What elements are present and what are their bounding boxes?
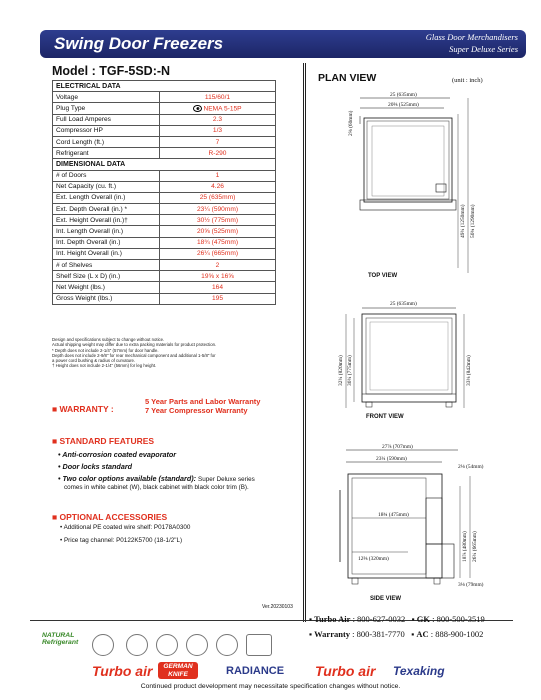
spec-row: Int. Length Overall (in.) 20⅝ (525mm) (53, 226, 276, 237)
note-line: a power cord bushing & radius of curvature. (52, 358, 136, 364)
cert-seal-icon (246, 634, 272, 656)
warranty-line1: 5 Year Parts and Labor Warranty (145, 397, 261, 406)
front-view-height1-label: 32¼ (820mm) (338, 355, 344, 386)
turbo-air-logo: Turbo air (92, 663, 153, 679)
optional-accessories-heading: OPTIONAL ACCESSORIES (59, 512, 168, 522)
header-subtitle-line1: Glass Door Merchandisers (425, 32, 518, 42)
cert-seal-icon (156, 634, 178, 656)
front-view-drawing (332, 296, 482, 416)
warranty-line2: 7 Year Compressor Warranty (145, 406, 248, 415)
spec-row: Gross Weight (lbs.) 195 (53, 293, 276, 304)
spec-row: Int. Height Overall (in.) 26¼ (665mm) (53, 248, 276, 259)
accessory-item: • Additional PE coated wire shelf: P0178A0300 (60, 524, 191, 531)
feature-item: • Two color options available (standard): Super Deluxe series (58, 474, 255, 483)
texaking-logo: Texaking (393, 664, 445, 678)
bullet-icon: ■ (52, 436, 60, 446)
natural-refrigerant-logo: NATURAL Refrigerant (42, 632, 79, 646)
cert-seal-icon (92, 634, 114, 656)
side-view-foot-label: 3⅛ (79mm) (458, 582, 484, 588)
spec-row: Ext. Length Overall (in.) 25 (635mm) (53, 192, 276, 203)
side-view-int-height-label: 18⅞ (480mm) (462, 531, 468, 562)
contact-block (309, 612, 529, 642)
spec-row: # of Doors 1 (53, 170, 276, 181)
page-title: Swing Door Freezers (54, 34, 224, 53)
side-view-drawing (330, 440, 490, 592)
spec-row: Voltage 115/60/1 (53, 92, 276, 103)
cert-seal-icon (126, 634, 148, 656)
side-view-depth2-label: 23¼ (590mm) (376, 456, 407, 462)
model-number: Model : TGF-5SD:-N (52, 64, 171, 78)
front-view-height2-label: 30¼ (775mm) (347, 355, 353, 386)
spec-row: Int. Depth Overall (in.) 18¾ (475mm) (53, 237, 276, 248)
feature-item: • Door locks standard (58, 462, 133, 471)
note-line: Depth does not include 2-9/8" for rear mechanical component and additional 1-5/8" for (52, 352, 216, 358)
electrical-heading: ELECTRICAL DATA (53, 81, 276, 92)
plan-unit: (unit : inch) (452, 77, 483, 84)
note-line: † Height does not include 2-1/4" (56mm) for leg height. (52, 363, 157, 369)
top-view-drawing (340, 88, 480, 280)
cert-seal-icon (186, 634, 208, 656)
header-subtitle-line2: Super Deluxe Series (449, 44, 518, 54)
spec-row: Full Load Amperes 2.3 (53, 114, 276, 125)
radiance-logo: RADIANCE (226, 665, 285, 677)
front-view-caption: FRONT VIEW (366, 414, 404, 420)
cert-seal-icon (216, 634, 238, 656)
plug-type-value: NEMA 5-15P (203, 105, 242, 113)
accessory-item: • Price tag channel: P0122K5700 (18-1/2"L) (60, 537, 183, 544)
spec-row: Plug Type ⚈ NEMA 5-15P (53, 103, 276, 114)
turbo-air-logo: Turbo air (315, 663, 376, 679)
top-view-depth-right2-label: 50¾ (1290mm) (470, 204, 476, 238)
spec-row: Cord Length (ft.) 7 (53, 136, 276, 147)
dimensional-heading: DIMENSIONAL DATA (53, 159, 276, 170)
front-view-width-label: 25 (635mm) (390, 301, 417, 307)
spec-row: Ext. Depth Overall (in.) * 23¼ (590mm) (53, 204, 276, 215)
top-view-depth-left-label: 2⅜ (60mm) (348, 110, 354, 136)
german-knife-logo: GERMAN KNIFE (158, 662, 198, 679)
plug-icon: ⚈ (193, 105, 202, 112)
top-view-inner-width-label: 20⅝ (525mm) (388, 102, 419, 108)
side-view-shelf-label: 12⅝ (320mm) (358, 556, 389, 562)
footer-disclaimer: Continued product development may necessitate specification changes without notice. (140, 683, 401, 690)
spec-row: Compressor HP 1/3 (53, 125, 276, 136)
bullet-icon: ■ (52, 512, 60, 522)
feature-item: • Anti-corrosion coated evaporator (58, 450, 177, 459)
side-view-depth3-label: 2⅛ (54mm) (458, 464, 484, 470)
spec-notes (52, 337, 292, 369)
top-view-width-label: 25 (635mm) (390, 92, 417, 98)
spec-row: Net Capacity (cu. ft.) 4.26 (53, 181, 276, 192)
side-view-int-depth-label: 18¾ (475mm) (378, 512, 409, 518)
side-view-int-height2-label: 26¼ (665mm) (472, 531, 478, 562)
contact-row: ▪ Warranty : 800-381-7770 ▪ AC : 888-900-1002 (309, 629, 484, 639)
note-line: * Depth does not include 2-1/4" (57mm) for door handle. (52, 347, 159, 353)
spec-row: Net Weight (lbs.) 164 (53, 282, 276, 293)
bullet-icon: ■ (52, 404, 60, 414)
top-view-caption: TOP VIEW (368, 273, 398, 279)
contact-row: ▪ Turbo Air : 800-627-0032 ▪ GK : 800-500-3519 (309, 614, 485, 624)
spec-row: Refrigerant R-290 (53, 148, 276, 159)
column-divider (303, 63, 306, 622)
spec-row: # of Shelves 2 (53, 260, 276, 271)
note-line: Design and specifications subject to change without notice. (52, 337, 165, 342)
certification-logos (42, 629, 274, 659)
top-view-depth-right1-label: 49¼ (1250mm) (460, 204, 466, 238)
page-header (40, 30, 526, 58)
plan-view-title: PLAN VIEW (318, 72, 377, 84)
spec-row: Shelf Size (L x D) (in.) 19⅝ x 16⅝ (53, 271, 276, 282)
feature-detail: comes in white cabinet (W), black cabinet with black color trim (B). (64, 484, 249, 491)
side-view-depth1-label: 27⅞ (707mm) (382, 444, 413, 450)
brand-logos (30, 660, 520, 682)
side-view-caption: SIDE VIEW (370, 596, 402, 602)
standard-features-heading: STANDARD FEATURES (59, 436, 155, 446)
front-view-height-right-label: 33⅛ (842mm) (466, 355, 472, 386)
spec-row: Ext. Height Overall (in.)† 30½ (775mm) (53, 215, 276, 226)
version-label: Ver.20230103 (262, 604, 293, 610)
note-line: Actual shipping weight may differ due to extra packing materials for product protection. (52, 342, 217, 348)
warranty-label: WARRANTY : (59, 404, 114, 414)
spec-table (52, 80, 276, 305)
